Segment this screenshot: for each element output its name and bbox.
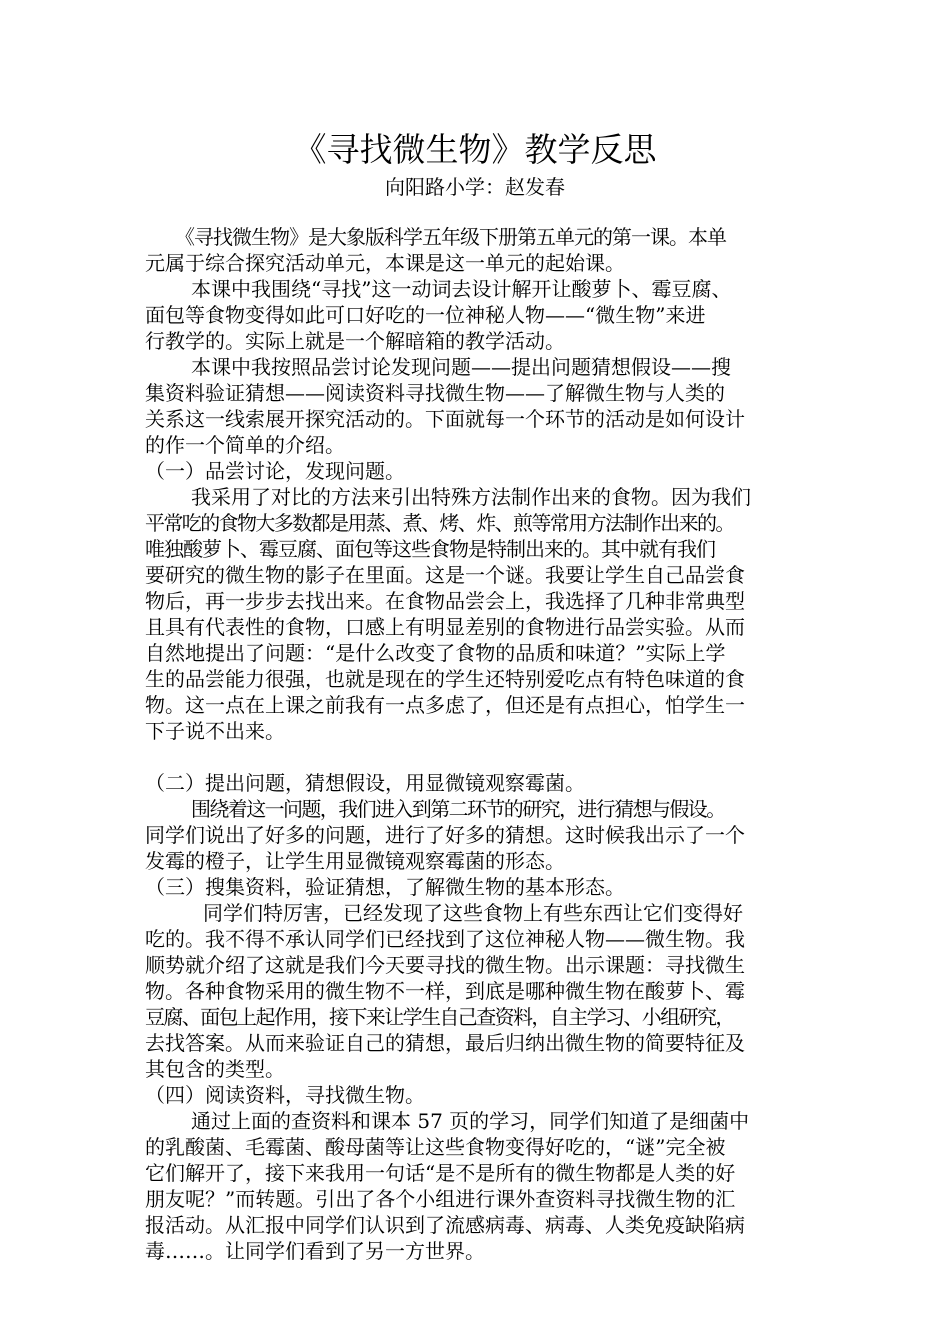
text-line: 物。各种食物采用的微生物不一样，到底是哪种微生物在酸萝卜、霉 [145, 979, 745, 1003]
text-line: 且具有代表性的食物，口感上有明显差别的食物进行品尝实验。从而 [145, 615, 745, 639]
text-line: 它们解开了，接下来我用一句话“是不是所有的微生物都是人类的好 [145, 1161, 736, 1185]
text-line: 《寻找微生物》是大象版科学五年级下册第五单元的第一课。本单 [175, 225, 726, 249]
text-line: 关系这一线索展开探究活动的。下面就每一个环节的活动是如何设计 [145, 407, 745, 431]
text-line: 唯独酸萝卜、霉豆腐、面包等这些食物是特制出来的。其中就有我们 [145, 537, 715, 561]
text-line: 顺势就介绍了这就是我们今天要寻找的微生物。出示课题：寻找微生 [145, 953, 745, 977]
text-line: 的乳酸菌、毛霉菌、酸母菌等让这些食物变得好吃的，“谜”完全被 [145, 1135, 726, 1159]
text-line: 其包含的类型。 [145, 1057, 285, 1081]
section-heading: （二）提出问题，猜想假设，用显微镜观察霉菌。 [145, 771, 585, 795]
text-line: 元属于综合探究活动单元，本课是这一单元的起始课。 [145, 251, 625, 275]
text-line: 自然地提出了问题：“是什么改变了食物的品质和味道？”实际上学 [145, 641, 726, 665]
section-heading: （三）搜集资料，验证猜想，了解微生物的基本形态。 [145, 875, 625, 899]
text-line: 要研究的微生物的影子在里面。这是一个谜。我要让学生自己品尝食 [145, 563, 745, 587]
text-line: 同学们说出了好多的问题，进行了好多的猜想。这时候我出示了一个 [145, 823, 745, 847]
text-line: 通过上面的查资料和课本 57 页的学习，同学们知道了是细菌中 [191, 1109, 750, 1133]
text-line: 平常吃的食物大多数都是用蒸、煮、烤、炸、煎等常用方法制作出来的。 [145, 511, 734, 535]
text-line: 去找答案。从而来验证自己的猜想，最后归纳出微生物的简要特征及 [145, 1031, 745, 1055]
text-line: 面包等食物变得如此可口好吃的一位神秘人物——“微生物”来进 [145, 303, 706, 327]
text-line: 我采用了对比的方法来引出特殊方法制作出来的食物。因为我们 [191, 485, 751, 509]
text-line: 发霉的橙子，让学生用显微镜观察霉菌的形态。 [145, 849, 565, 873]
author-byline: 向阳路小学：赵发春 [385, 175, 565, 199]
text-line: 生的品尝能力很强，也就是现在的学生还特别爱吃点有特色味道的食 [145, 667, 745, 691]
text-line: 的作一个简单的介绍。 [145, 433, 345, 457]
text-line: 吃的。我不得不承认同学们已经找到了这位神秘人物——微生物。我 [145, 927, 745, 951]
text-line: 行教学的。实际上就是一个解暗箱的教学活动。 [145, 329, 565, 353]
text-line: 围绕着这一问题，我们进入到第二环节的研究，进行猜想与假设。 [191, 797, 725, 821]
text-line: 报活动。从汇报中同学们认识到了流感病毒、病毒、人类免疫缺陷病 [145, 1213, 745, 1237]
text-line: 同学们特厉害，已经发现了这些食物上有些东西让它们变得好 [203, 901, 743, 925]
section-heading: （一）品尝讨论，发现问题。 [145, 459, 405, 483]
document-body [145, 224, 825, 1264]
text-line: 本课中我围绕“寻找”这一动词去设计解开让酸萝卜、霉豆腐、 [191, 277, 732, 301]
text-line: 本课中我按照品尝讨论发现问题——提出问题猜想假设——搜 [191, 355, 731, 379]
paragraph-gap [145, 744, 825, 770]
text-line: 朋友呢？”而转题。引出了各个小组进行课外查资料寻找微生物的汇 [145, 1187, 736, 1211]
document-title: 《寻找微生物》教学反思 [293, 130, 657, 169]
text-line: 物。这一点在上课之前我有一点多虑了，但还是有点担心，怕学生一 [145, 693, 745, 717]
text-line: 豆腐、面包上起作用，接下来让学生自己查资料，自主学习、小组研究， [145, 1005, 734, 1029]
section-heading: （四）阅读资料，寻找微生物。 [145, 1083, 425, 1107]
text-line: 毒……。让同学们看到了另一方世界。 [145, 1239, 485, 1263]
text-line: 下子说不出来。 [145, 719, 285, 743]
text-line: 集资料验证猜想——阅读资料寻找微生物——了解微生物与人类的 [145, 381, 725, 405]
text-line: 物后，再一步步去找出来。在食物品尝会上，我选择了几种非常典型 [145, 589, 745, 613]
